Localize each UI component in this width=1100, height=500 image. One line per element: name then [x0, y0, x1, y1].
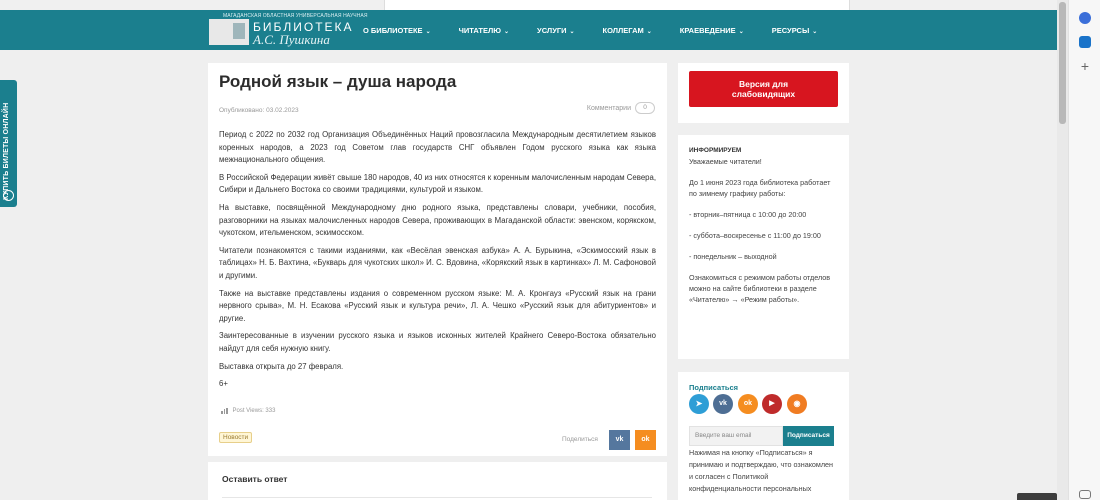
article-paragraph: Период с 2022 по 2032 год Организация Объединённых Наций провозгласила Международным десятилетием языков коренных народов, а 2023 год Советом глав государств СНГ объявлен Годом русского языка как языка межнационального общения.	[219, 130, 656, 165]
category-tag[interactable]: Новости	[219, 432, 252, 443]
info-line: Ознакомиться с режимом работы отделов можно на сайте библиотеки в разделе «Читателю» → «Режим работы».	[689, 273, 831, 304]
youtube-icon[interactable]: ▶	[762, 394, 782, 414]
nav-label: КРАЕВЕДЕНИЕ	[679, 25, 736, 35]
low-vision-version-button[interactable]	[689, 71, 838, 107]
info-line: Уважаемые читатели!	[689, 157, 762, 166]
nav-item-resources[interactable]	[772, 26, 818, 35]
page-title: Родной язык – душа народа	[219, 72, 457, 91]
main-nav	[363, 10, 845, 50]
site-header	[0, 10, 1057, 50]
comments-label: Комментарии	[586, 104, 631, 112]
sidebar-toggle-icon[interactable]	[1079, 490, 1091, 499]
outlook-icon[interactable]	[1079, 36, 1091, 48]
share-vk-button[interactable]	[609, 430, 630, 450]
published-date: Опубликовано: 03.02.2023	[219, 107, 299, 114]
info-line: - вторник–пятница с 10:00 до 20:00	[689, 210, 807, 219]
info-widget	[678, 135, 849, 359]
nav-label: ЧИТАТЕЛЮ	[458, 25, 501, 35]
page-scrollbar[interactable]	[1057, 0, 1068, 500]
article-paragraph: Выставка открыта до 27 февраля.	[219, 361, 344, 371]
email-field[interactable]: Введите ваш email	[689, 426, 783, 446]
subscribe-note: Нажимая на кнопку «Подписаться» я принимаю и подтверждаю, что ознакомлен и согласен с Политикой конфиденциальности персональных	[689, 448, 834, 493]
library-logo[interactable]	[209, 13, 368, 49]
low-vision-label-1: Версия для	[738, 79, 789, 89]
low-vision-label-2: слабовидящих	[731, 89, 796, 99]
nav-item-services[interactable]	[537, 26, 575, 35]
article-body	[219, 129, 656, 396]
subscribe-button[interactable]: Подписаться	[783, 426, 834, 446]
chevron-down-icon: ⌄	[812, 28, 818, 35]
nav-label: УСЛУГИ	[537, 25, 567, 35]
subscribe-widget	[678, 372, 849, 500]
chevron-down-icon: ⌄	[425, 28, 431, 35]
telegram-icon[interactable]: ➤	[689, 394, 709, 414]
post-views	[221, 408, 275, 414]
info-line: - суббота–воскресенье с 11:00 до 19:00	[689, 231, 821, 240]
age-rating: 6+	[219, 379, 228, 389]
recaptcha-badge	[1017, 493, 1057, 500]
copilot-icon[interactable]	[1079, 12, 1091, 24]
nav-item-local-history[interactable]	[680, 26, 744, 35]
browser-side-panel	[1068, 0, 1100, 500]
article-paragraph: На выставке, посвящённой Международному дню родного языка, представлены словари, учебники, пособия, разговорники на языках малочисленных народов Севера, проживающих в Магаданской области: эвенском, корякском, чукотском, ительменском, эскимосском.	[219, 202, 656, 238]
article-paragraph: Заинтересованные в изучении русского языка и языков исконных жителей Крайнего Северо-Востока обязательно найдут для себя нужную книгу.	[219, 331, 656, 353]
chevron-down-icon: ⌄	[504, 28, 510, 35]
info-title: ИНФОРМИРУЕМ	[689, 147, 742, 154]
comments-link[interactable]	[587, 102, 655, 114]
article-paragraph: Читатели познакомятся с такими изданиями, как «Весёлая эвенская азбука» А. А. Бурыкина, «Эскимосский язык в таблицах» Н. Б. Вахтина, «Букварь для чукотских школ» И. С. Вдовина, «Корякский язык в картинках» Л. М. Сафоновой и другими.	[219, 245, 656, 280]
info-line: До 1 июня 2023 года библиотека работает по зимнему графику работы:	[689, 178, 831, 198]
buy-tickets-tab[interactable]	[0, 80, 17, 207]
subscribe-title: Подписаться	[689, 383, 739, 392]
chevron-down-icon: ⌄	[646, 28, 652, 35]
bar-chart-icon	[221, 408, 229, 414]
nav-label: РЕСУРСЫ	[771, 25, 810, 35]
logo-script: А.С. Пушкина	[253, 32, 330, 47]
buy-tickets-label: КУПИТЬ БИЛЕТЫ ОНЛАЙН	[3, 102, 10, 200]
logo-book-shape-inner	[233, 23, 245, 39]
top-strip-center	[384, 0, 850, 10]
chevron-down-icon: ⌄	[569, 28, 575, 35]
divider	[222, 497, 652, 498]
ok-icon[interactable]: ok	[738, 394, 758, 414]
scrollbar-thumb[interactable]	[1059, 2, 1066, 124]
vk-icon: vk	[615, 436, 624, 443]
article-card	[208, 63, 667, 456]
article-paragraph: В Российской Федерации живёт свыше 180 народов, 40 из них относятся к коренным малочисленным народам Севера, Сибири и Дальнего Востока со своими традициями, культурой и языком.	[219, 172, 656, 195]
info-line: - понедельник – выходной	[689, 252, 777, 261]
logo-subtitle: МАГАДАНСКАЯ ОБЛАСТНАЯ УНИВЕРСАЛЬНАЯ НАУЧНАЯ	[223, 13, 368, 19]
ok-icon: ok	[641, 436, 650, 443]
share-ok-button[interactable]	[635, 430, 656, 450]
chevron-down-icon: ⌄	[738, 28, 744, 35]
post-views-label: Post Views: 333	[232, 408, 276, 414]
logo-title: БИБЛИОТЕКА	[253, 20, 354, 34]
top-strip	[0, 0, 1068, 10]
vk-icon[interactable]: vk	[713, 394, 733, 414]
share-label: Поделиться	[562, 436, 598, 443]
nav-label: КОЛЛЕГАМ	[602, 25, 644, 35]
nav-item-about[interactable]	[363, 26, 431, 35]
nav-item-reader[interactable]	[459, 26, 509, 35]
comments-count: 0	[635, 102, 655, 114]
article-paragraph: Также на выставке представлены издания о современном русском языке: М. А. Кронгауз «Русский язык на грани нервного срыва», М. Н. Есакова «Русский язык и культура речи», Л. А. Чешко «Русский язык для абитуриентов» и другие.	[219, 288, 656, 323]
nav-label: О БИБЛИОТЕКЕ	[363, 25, 423, 35]
reply-section	[208, 462, 667, 500]
info-content	[689, 156, 839, 315]
reply-title: Оставить ответ	[222, 474, 288, 484]
add-icon[interactable]: +	[1080, 58, 1090, 74]
rss-icon[interactable]: ◉	[787, 394, 807, 414]
accessibility-widget	[678, 63, 849, 123]
nav-item-colleagues[interactable]	[603, 26, 652, 35]
